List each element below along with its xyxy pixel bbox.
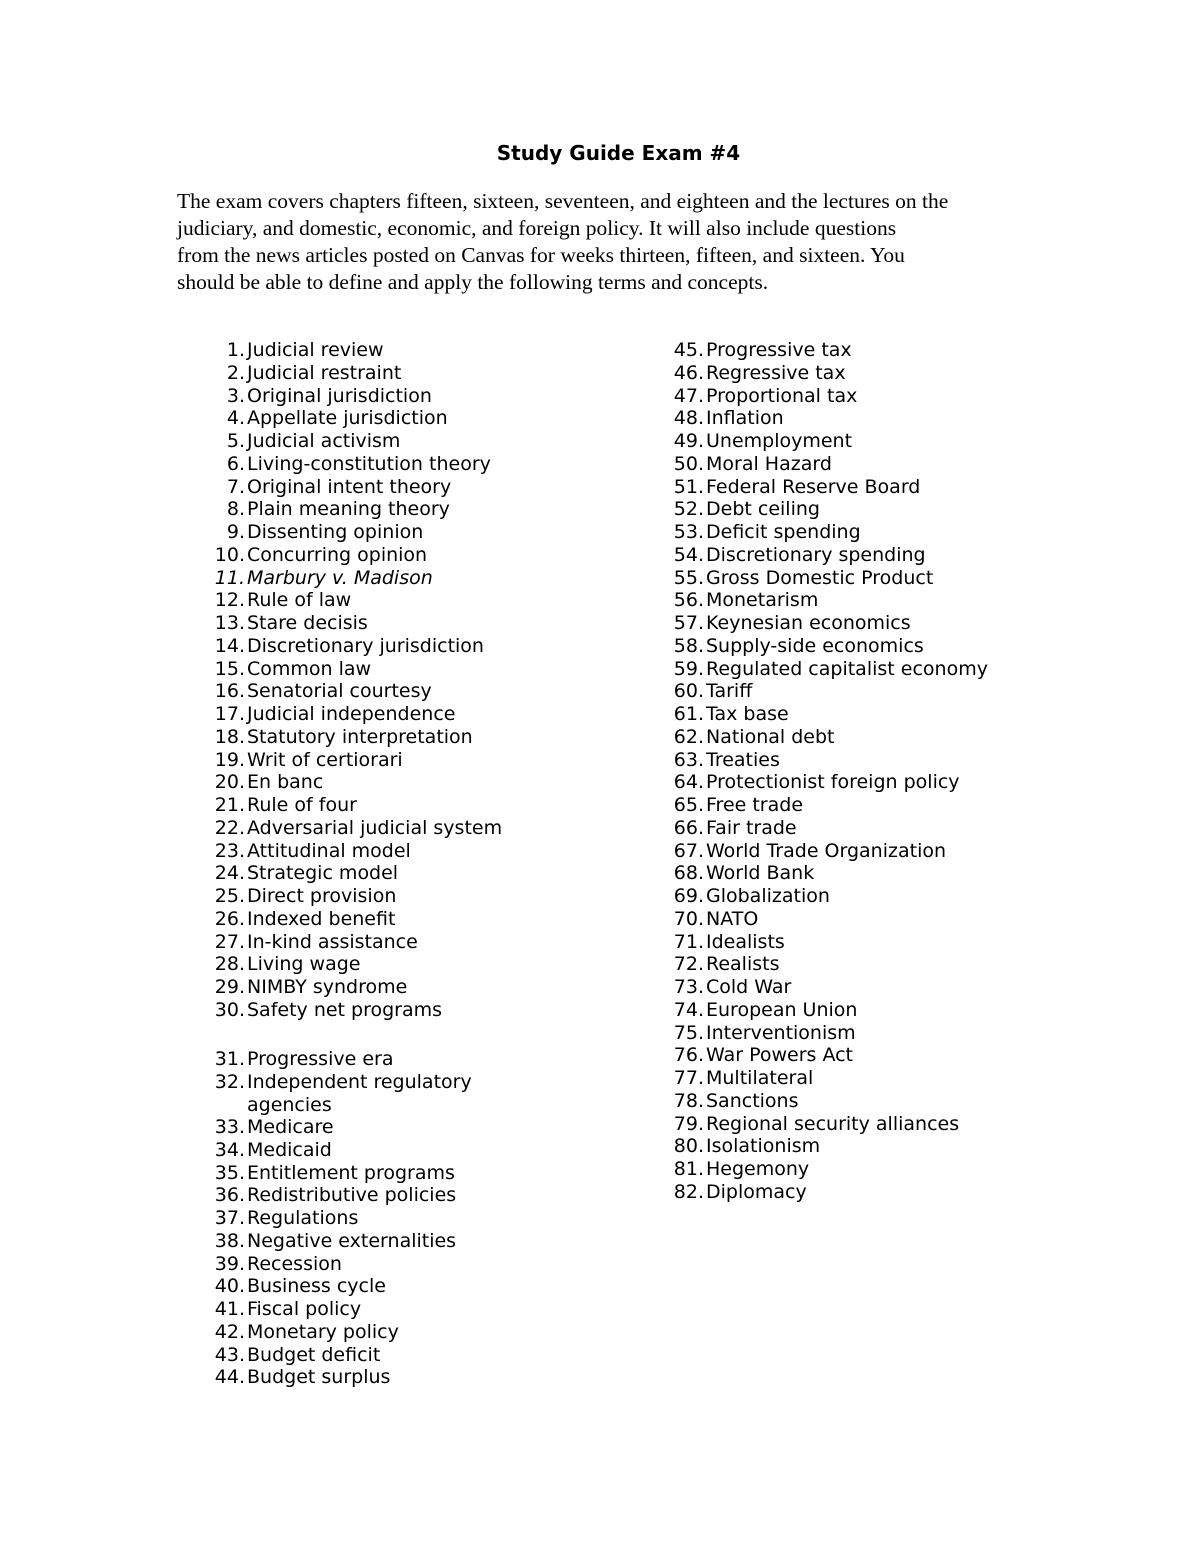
list-item-term: Common law [247,658,372,680]
list-item-term: Discretionary jurisdiction [247,635,484,657]
list-item-term: Plain meaning theory [247,498,450,520]
list-item-number: 23. [214,840,245,862]
list-item-number: 5. [226,430,245,452]
list-item-term: Regressive tax [706,362,846,384]
list-item-number: 35. [214,1162,245,1184]
list-item-number: 11. [214,567,245,589]
list-item-number: 40. [214,1275,245,1297]
list-item-number: 45. [673,339,704,361]
list-item-number: 77. [673,1067,704,1089]
list-item-term: Regulations [247,1207,359,1229]
list-item-number: 27. [214,931,245,953]
page-title: Study Guide Exam #4 [496,141,741,165]
list-item-term: Rule of law [247,589,352,611]
list-item-number: 54. [673,544,704,566]
list-item-number: 17. [214,703,245,725]
list-item-term: Writ of certiorari [247,749,403,771]
list-item-term: NIMBY syndrome [247,976,408,998]
list-item-term: World Bank [706,862,815,884]
list-item-term: Living-constitution theory [247,453,491,475]
list-item-term: Idealists [706,931,785,953]
list-item-term: Realists [706,953,780,975]
list-item-number: 61. [673,703,704,725]
list-item-number: 81. [673,1158,704,1180]
list-item-term: Inflation [706,407,784,429]
list-item-number: 52. [673,498,704,520]
list-item-term: Cold War [706,976,792,998]
list-item-term: En banc [247,771,324,793]
intro-line: should be able to define and apply the following terms and concepts. [177,270,769,294]
list-item-number: 42. [214,1321,245,1343]
list-item-term: Regulated capitalist economy [706,658,988,680]
list-item-term: NATO [706,908,759,930]
list-item-number: 22. [214,817,245,839]
list-item-number: 2. [226,362,245,384]
list-item-number: 21. [214,794,245,816]
list-item-term: Entitlement programs [247,1162,455,1184]
list-item-number: 48. [673,407,704,429]
list-item-term: In-kind assistance [247,931,418,953]
list-item-term: Progressive era [247,1048,394,1070]
list-item-term: Concurring opinion [247,544,428,566]
list-item-number: 49. [673,430,704,452]
list-item-term: Budget deficit [247,1344,381,1366]
list-item-number: 67. [673,840,704,862]
list-item-number: 36. [214,1184,245,1206]
list-item-term: Senatorial courtesy [247,680,432,702]
list-item-number: 60. [673,680,704,702]
list-item-term: Keynesian economics [706,612,911,634]
list-item-number: 43. [214,1344,245,1366]
list-item-number: 66. [673,817,704,839]
list-item-term: Stare decisis [247,612,368,634]
list-item-number: 72. [673,953,704,975]
list-item-number: 79. [673,1113,704,1135]
list-item-number: 33. [214,1116,245,1138]
list-item-term: Marbury v. Madison [247,567,433,589]
list-item-number: 70. [673,908,704,930]
intro-line: from the news articles posted on Canvas for weeks thirteen, fifteen, and sixteen. You [177,243,905,267]
list-item-term: Living wage [247,953,361,975]
list-item-number: 14. [214,635,245,657]
list-item-number: 41. [214,1298,245,1320]
list-item-number: 30. [214,999,245,1021]
list-item-term: Treaties [706,749,780,771]
list-item-number: 58. [673,635,704,657]
list-item-number: 59. [673,658,704,680]
list-item-number: 4. [226,407,245,429]
list-item-number: 19. [214,749,245,771]
list-item-term: Diplomacy [706,1181,807,1203]
list-item-number: 69. [673,885,704,907]
list-item-term: Multilateral [706,1067,814,1089]
list-item-number: 38. [214,1230,245,1252]
list-item-term: Progressive tax [706,339,852,361]
list-item-number: 25. [214,885,245,907]
list-item-term: Rule of four [247,794,357,816]
list-item-term: Debt ceiling [706,498,820,520]
list-item-term: Regional security alliances [706,1113,960,1135]
list-item-number: 78. [673,1090,704,1112]
list-item-number: 51. [673,476,704,498]
list-item-number: 71. [673,931,704,953]
list-item-term: Federal Reserve Board [706,476,921,498]
list-item-term: Globalization [706,885,830,907]
list-item-term: Strategic model [247,862,399,884]
list-item-number: 80. [673,1135,704,1157]
list-item-term: Judicial restraint [247,362,402,384]
list-item-number: 74. [673,999,704,1021]
list-item-term: European Union [706,999,858,1021]
list-item-term: Unemployment [706,430,853,452]
list-item-term: Interventionism [706,1022,856,1044]
list-item-term: Protectionist foreign policy [706,771,960,793]
list-item-number: 29. [214,976,245,998]
list-item-number: 63. [673,749,704,771]
intro-line: The exam covers chapters fifteen, sixteen, seventeen, and eighteen and the lectures on the [177,189,949,213]
list-item-number: 44. [214,1366,245,1388]
list-item-term: Judicial activism [247,430,401,452]
list-item-number: 39. [214,1253,245,1275]
list-item-term: Medicaid [247,1139,332,1161]
list-item-term: Original intent theory [247,476,452,498]
list-item-number: 6. [226,453,245,475]
list-item-term: Attitudinal model [247,840,411,862]
list-item-term: World Trade Organization [706,840,947,862]
list-item-term: Statutory interpretation [247,726,473,748]
list-item-number: 9. [226,521,245,543]
list-item-term: Redistributive policies [247,1184,457,1206]
list-item-number: 62. [673,726,704,748]
list-item-number: 3. [226,385,245,407]
list-item-number: 56. [673,589,704,611]
list-item-term: Hegemony [706,1158,810,1180]
list-item-number: 34. [214,1139,245,1161]
list-item-term: Monetary policy [247,1321,399,1343]
list-item-number: 55. [673,567,704,589]
list-item-number: 16. [214,680,245,702]
list-item-term: Budget surplus [247,1366,391,1388]
list-item-term: Direct provision [247,885,397,907]
list-item-number: 73. [673,976,704,998]
list-item-number: 46. [673,362,704,384]
list-item-term: Deficit spending [706,521,861,543]
list-item-term: Fiscal policy [247,1298,362,1320]
list-item-term: Discretionary spending [706,544,926,566]
list-item-number: 1. [226,339,245,361]
list-item-term-continuation: agencies [247,1094,332,1116]
list-item-number: 76. [673,1044,704,1066]
list-item-term: Indexed benefit [247,908,396,930]
list-item-number: 10. [214,544,245,566]
list-item-number: 50. [673,453,704,475]
list-item-number: 13. [214,612,245,634]
list-item-term: Judicial independence [247,703,456,725]
list-item-number: 28. [214,953,245,975]
list-item-number: 18. [214,726,245,748]
list-item-term: Safety net programs [247,999,443,1021]
list-item-term: National debt [706,726,835,748]
list-item-term: Medicare [247,1116,334,1138]
list-item-term: Proportional tax [706,385,858,407]
list-item-term: Gross Domestic Product [706,567,934,589]
list-item-number: 20. [214,771,245,793]
list-item-term: Judicial review [247,339,384,361]
list-item-term: Monetarism [706,589,819,611]
list-item-number: 24. [214,862,245,884]
list-item-number: 47. [673,385,704,407]
list-item-term: Business cycle [247,1275,386,1297]
list-item-number: 15. [214,658,245,680]
list-item-term: Tariff [706,680,753,702]
list-item-number: 26. [214,908,245,930]
list-item-number: 8. [226,498,245,520]
list-item-number: 31. [214,1048,245,1070]
list-item-term: Fair trade [706,817,797,839]
list-item-term: Isolationism [706,1135,821,1157]
list-item-term: Negative externalities [247,1230,457,1252]
list-item-term: Recession [247,1253,342,1275]
list-item-term: Free trade [706,794,804,816]
list-item-term: Appellate jurisdiction [247,407,448,429]
list-item-number: 32. [214,1071,245,1093]
list-item-number: 68. [673,862,704,884]
list-item-number: 82. [673,1181,704,1203]
list-item-term: Sanctions [706,1090,799,1112]
list-item-number: 37. [214,1207,245,1229]
list-item-term: War Powers Act [706,1044,854,1066]
list-item-number: 57. [673,612,704,634]
list-item-term: Original jurisdiction [247,385,432,407]
list-item-term: Independent regulatory [247,1071,472,1093]
list-item-number: 75. [673,1022,704,1044]
list-item-term: Adversarial judicial system [247,817,503,839]
list-item-number: 7. [226,476,245,498]
intro-line: judiciary, and domestic, economic, and foreign policy. It will also include questions [177,216,897,240]
list-item-number: 65. [673,794,704,816]
list-item-term: Dissenting opinion [247,521,424,543]
list-item-number: 64. [673,771,704,793]
list-item-term: Tax base [706,703,789,725]
intro-paragraph [177,188,1057,296]
list-item-number: 12. [214,589,245,611]
list-item-number: 53. [673,521,704,543]
list-item-term: Moral Hazard [706,453,832,475]
list-item-term: Supply-side economics [706,635,924,657]
